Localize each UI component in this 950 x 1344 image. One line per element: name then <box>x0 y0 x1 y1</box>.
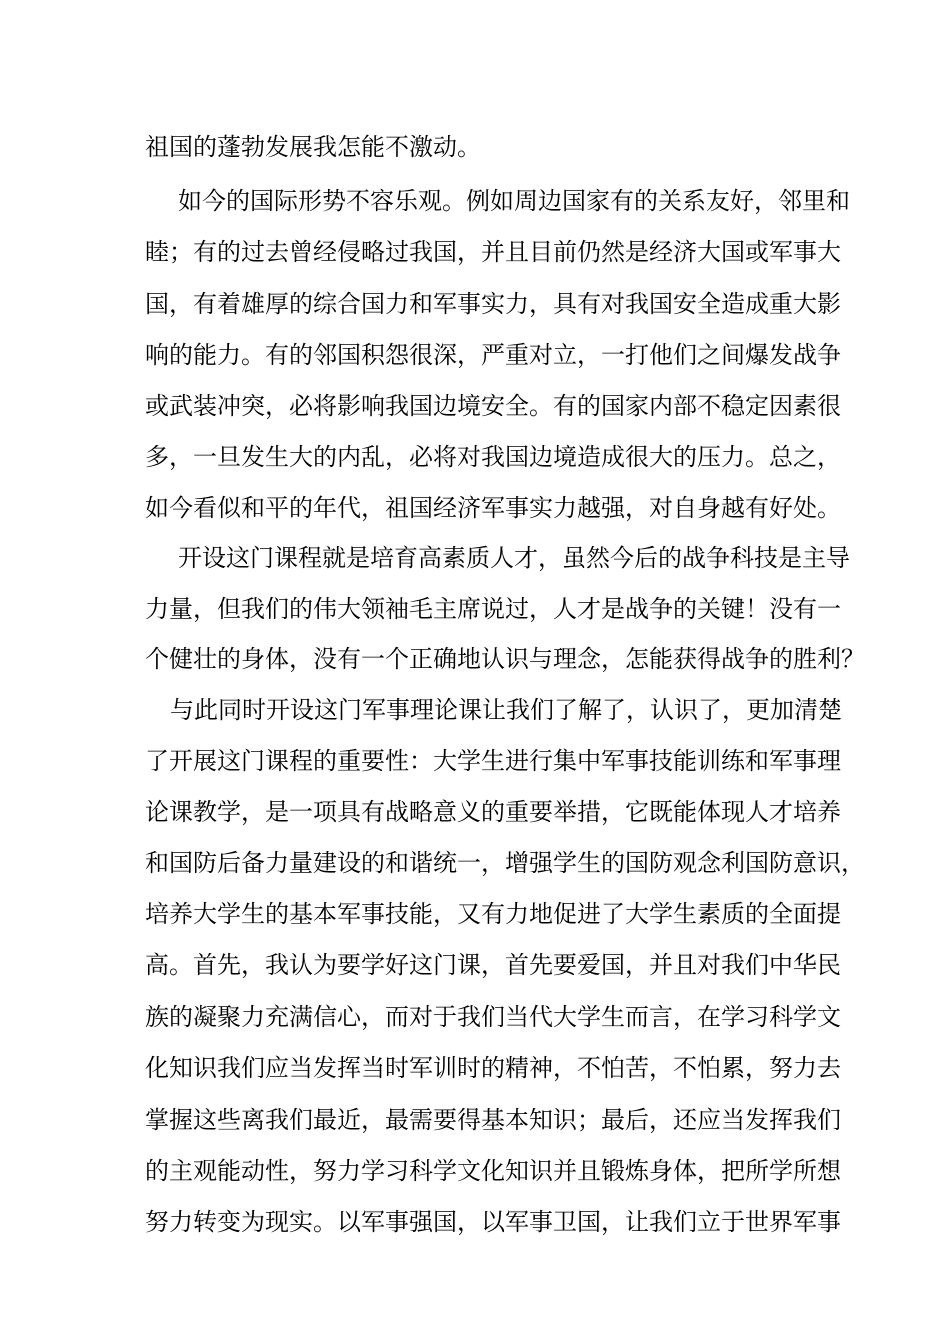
text-line: 努力转变为现实。以军事强国，以军事卫国，让我们立于世界军事 <box>145 1208 841 1236</box>
text-line: 个健壮的身体，没有一个正确地认识与理念，怎能获得战争的胜利？ <box>145 645 865 673</box>
text-line: 睦；有的过去曾经侵略过我国，并且目前仍然是经济大国或军事大 <box>145 238 841 266</box>
text-line: 了开展这门课程的重要性：大学生进行集中军事技能训练和军事理 <box>145 747 841 775</box>
text-line: 多，一旦发生大的内乱，必将对我国边境造成很大的压力。总之， <box>145 443 841 471</box>
text-line: 与此同时开设这门军事理论课让我们了解了，认识了，更加清楚 <box>170 696 842 724</box>
text-line: 如今的国际形势不容乐观。例如周边国家有的关系友好，邻里和 <box>178 187 850 215</box>
text-line: 祖国的蓬勃发展我怎能不激动。 <box>145 133 481 161</box>
text-line: 族的凝聚力充满信心，而对于我们当代大学生而言，在学习科学文 <box>145 1003 841 1031</box>
text-line: 或武装冲突，必将影响我国边境安全。有的国家内部不稳定因素很 <box>145 392 841 420</box>
text-line: 掌握这些离我们最近，最需要得基本知识；最后，还应当发挥我们 <box>145 1106 841 1134</box>
text-line: 如今看似和平的年代，祖国经济军事实力越强，对自身越有好处。 <box>145 494 841 522</box>
text-line: 和国防后备力量建设的和谐统一，增强学生的国防观念利国防意识， <box>145 849 865 877</box>
text-line: 国，有着雄厚的综合国力和军事实力，具有对我国安全造成重大影 <box>145 290 841 318</box>
text-line: 的主观能动性，努力学习科学文化知识并且锻炼身体，把所学所想 <box>145 1157 841 1185</box>
text-line: 论课教学，是一项具有战略意义的重要举措，它既能体现人才培养 <box>145 798 841 826</box>
text-line: 高。首先，我认为要学好这门课，首先要爱国，并且对我们中华民 <box>145 951 841 979</box>
text-line: 化知识我们应当发挥当时军训时的精神，不怕苦，不怕累，努力去 <box>145 1054 841 1082</box>
text-line: 培养大学生的基本军事技能，又有力地促进了大学生素质的全面提 <box>145 900 841 928</box>
text-line: 响的能力。有的邻国积怨很深，严重对立，一打他们之间爆发战争 <box>145 341 841 369</box>
text-line: 开设这门课程就是培育高素质人才，虽然今后的战争科技是主导 <box>178 544 850 572</box>
text-line: 力量，但我们的伟大领袖毛主席说过，人才是战争的关键！没有一 <box>145 595 841 623</box>
